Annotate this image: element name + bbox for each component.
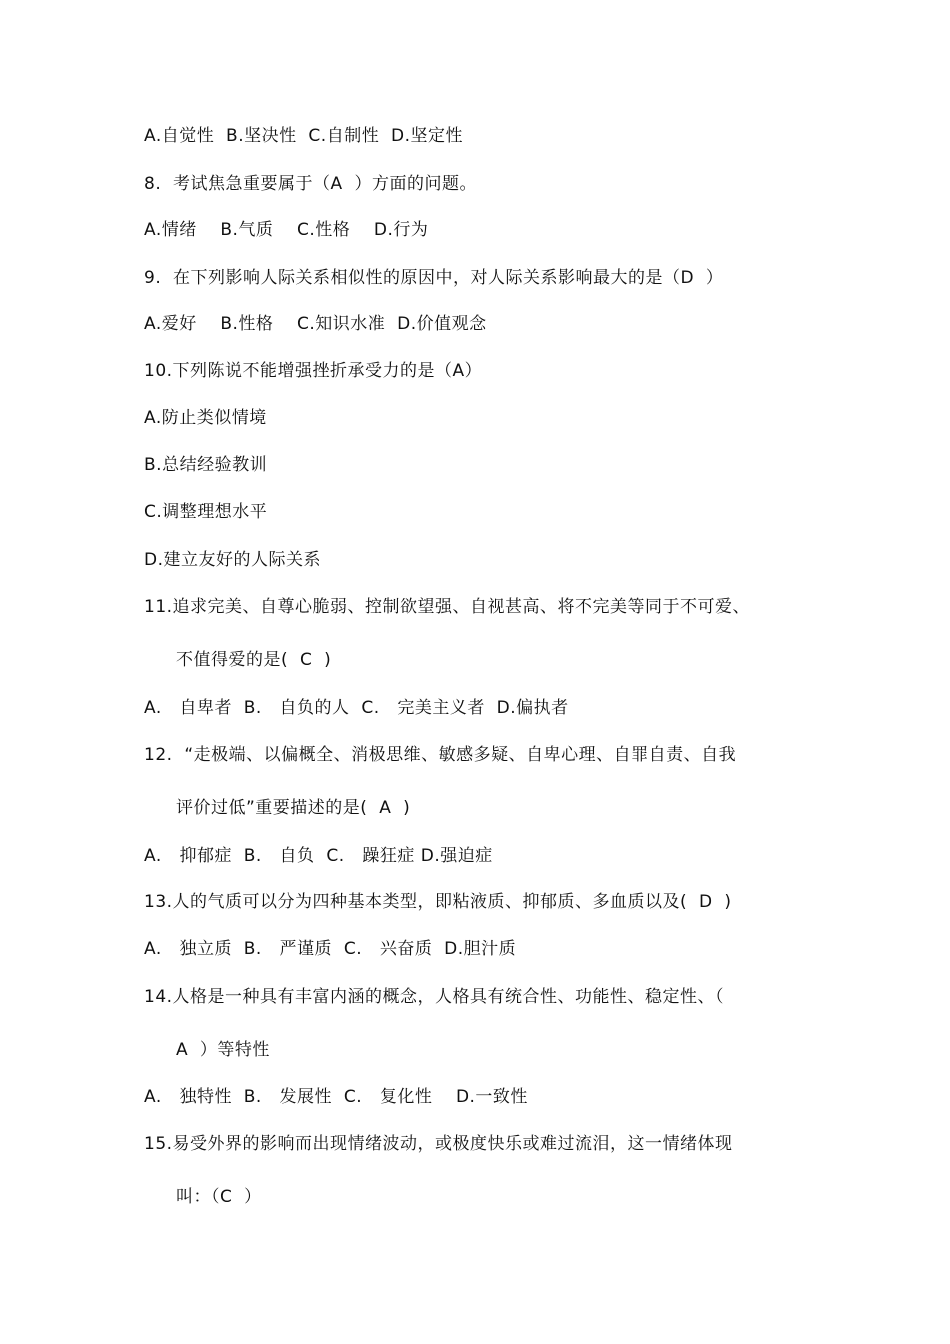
- q11-question-cont: 不值得爱的是( C ): [176, 650, 332, 670]
- q7-options: A.自觉性 B.坚决性 C.自制性 D.坚定性: [144, 126, 463, 146]
- q12-question: 12. “走极端、以偏概全、消极思维、敏感多疑、自卑心理、自罪自责、自我: [144, 745, 737, 765]
- q15-question-cont: 叫：（C ）: [176, 1187, 262, 1207]
- q10-option-c: C.调整理想水平: [144, 502, 268, 522]
- q14-question: 14.人格是一种具有丰富内涵的概念，人格具有统合性、功能性、稳定性、（: [144, 987, 725, 1007]
- q13-question: 13.人的气质可以分为四种基本类型，即粘液质、抑郁质、多血质以及( D ): [144, 892, 732, 912]
- q8-options: A.情绪 B.气质 C.性格 D.行为: [144, 220, 429, 240]
- q12-question-cont: 评价过低”重要描述的是( A ): [176, 798, 411, 818]
- q11-options: A. 自卑者 B. 自负的人 C. 完美主义者 D.偏执者: [144, 698, 569, 718]
- q13-options: A. 独立质 B. 严谨质 C. 兴奋质 D.胆汁质: [144, 939, 517, 959]
- q14-options: A. 独特性 B. 发展性 C. 复化性 D.一致性: [144, 1087, 528, 1107]
- q14-question-cont: A ）等特性: [176, 1040, 270, 1060]
- q10-option-d: D.建立友好的人际关系: [144, 550, 321, 570]
- q9-question: 9. 在下列影响人际关系相似性的原因中，对人际关系影响最大的是（D ）: [144, 268, 724, 288]
- q9-options: A.爱好 B.性格 C.知识水准 D.价值观念: [144, 314, 487, 334]
- q15-question: 15.易受外界的影响而出现情绪波动，或极度快乐或难过流泪，这一情绪体现: [144, 1134, 733, 1154]
- q11-question: 11.追求完美、自尊心脆弱、控制欲望强、自视甚高、将不完美等同于不可爱、: [144, 597, 751, 617]
- q10-question: 10.下列陈说不能增强挫折承受力的是（A）: [144, 361, 483, 381]
- q12-options: A. 抑郁症 B. 自负 C. 躁狂症 D.强迫症: [144, 846, 493, 866]
- q10-option-a: A.防止类似情境: [144, 408, 267, 428]
- q8-question: 8. 考试焦急重要属于（A ）方面的问题。: [144, 174, 477, 194]
- q10-option-b: B.总结经验教训: [144, 455, 268, 475]
